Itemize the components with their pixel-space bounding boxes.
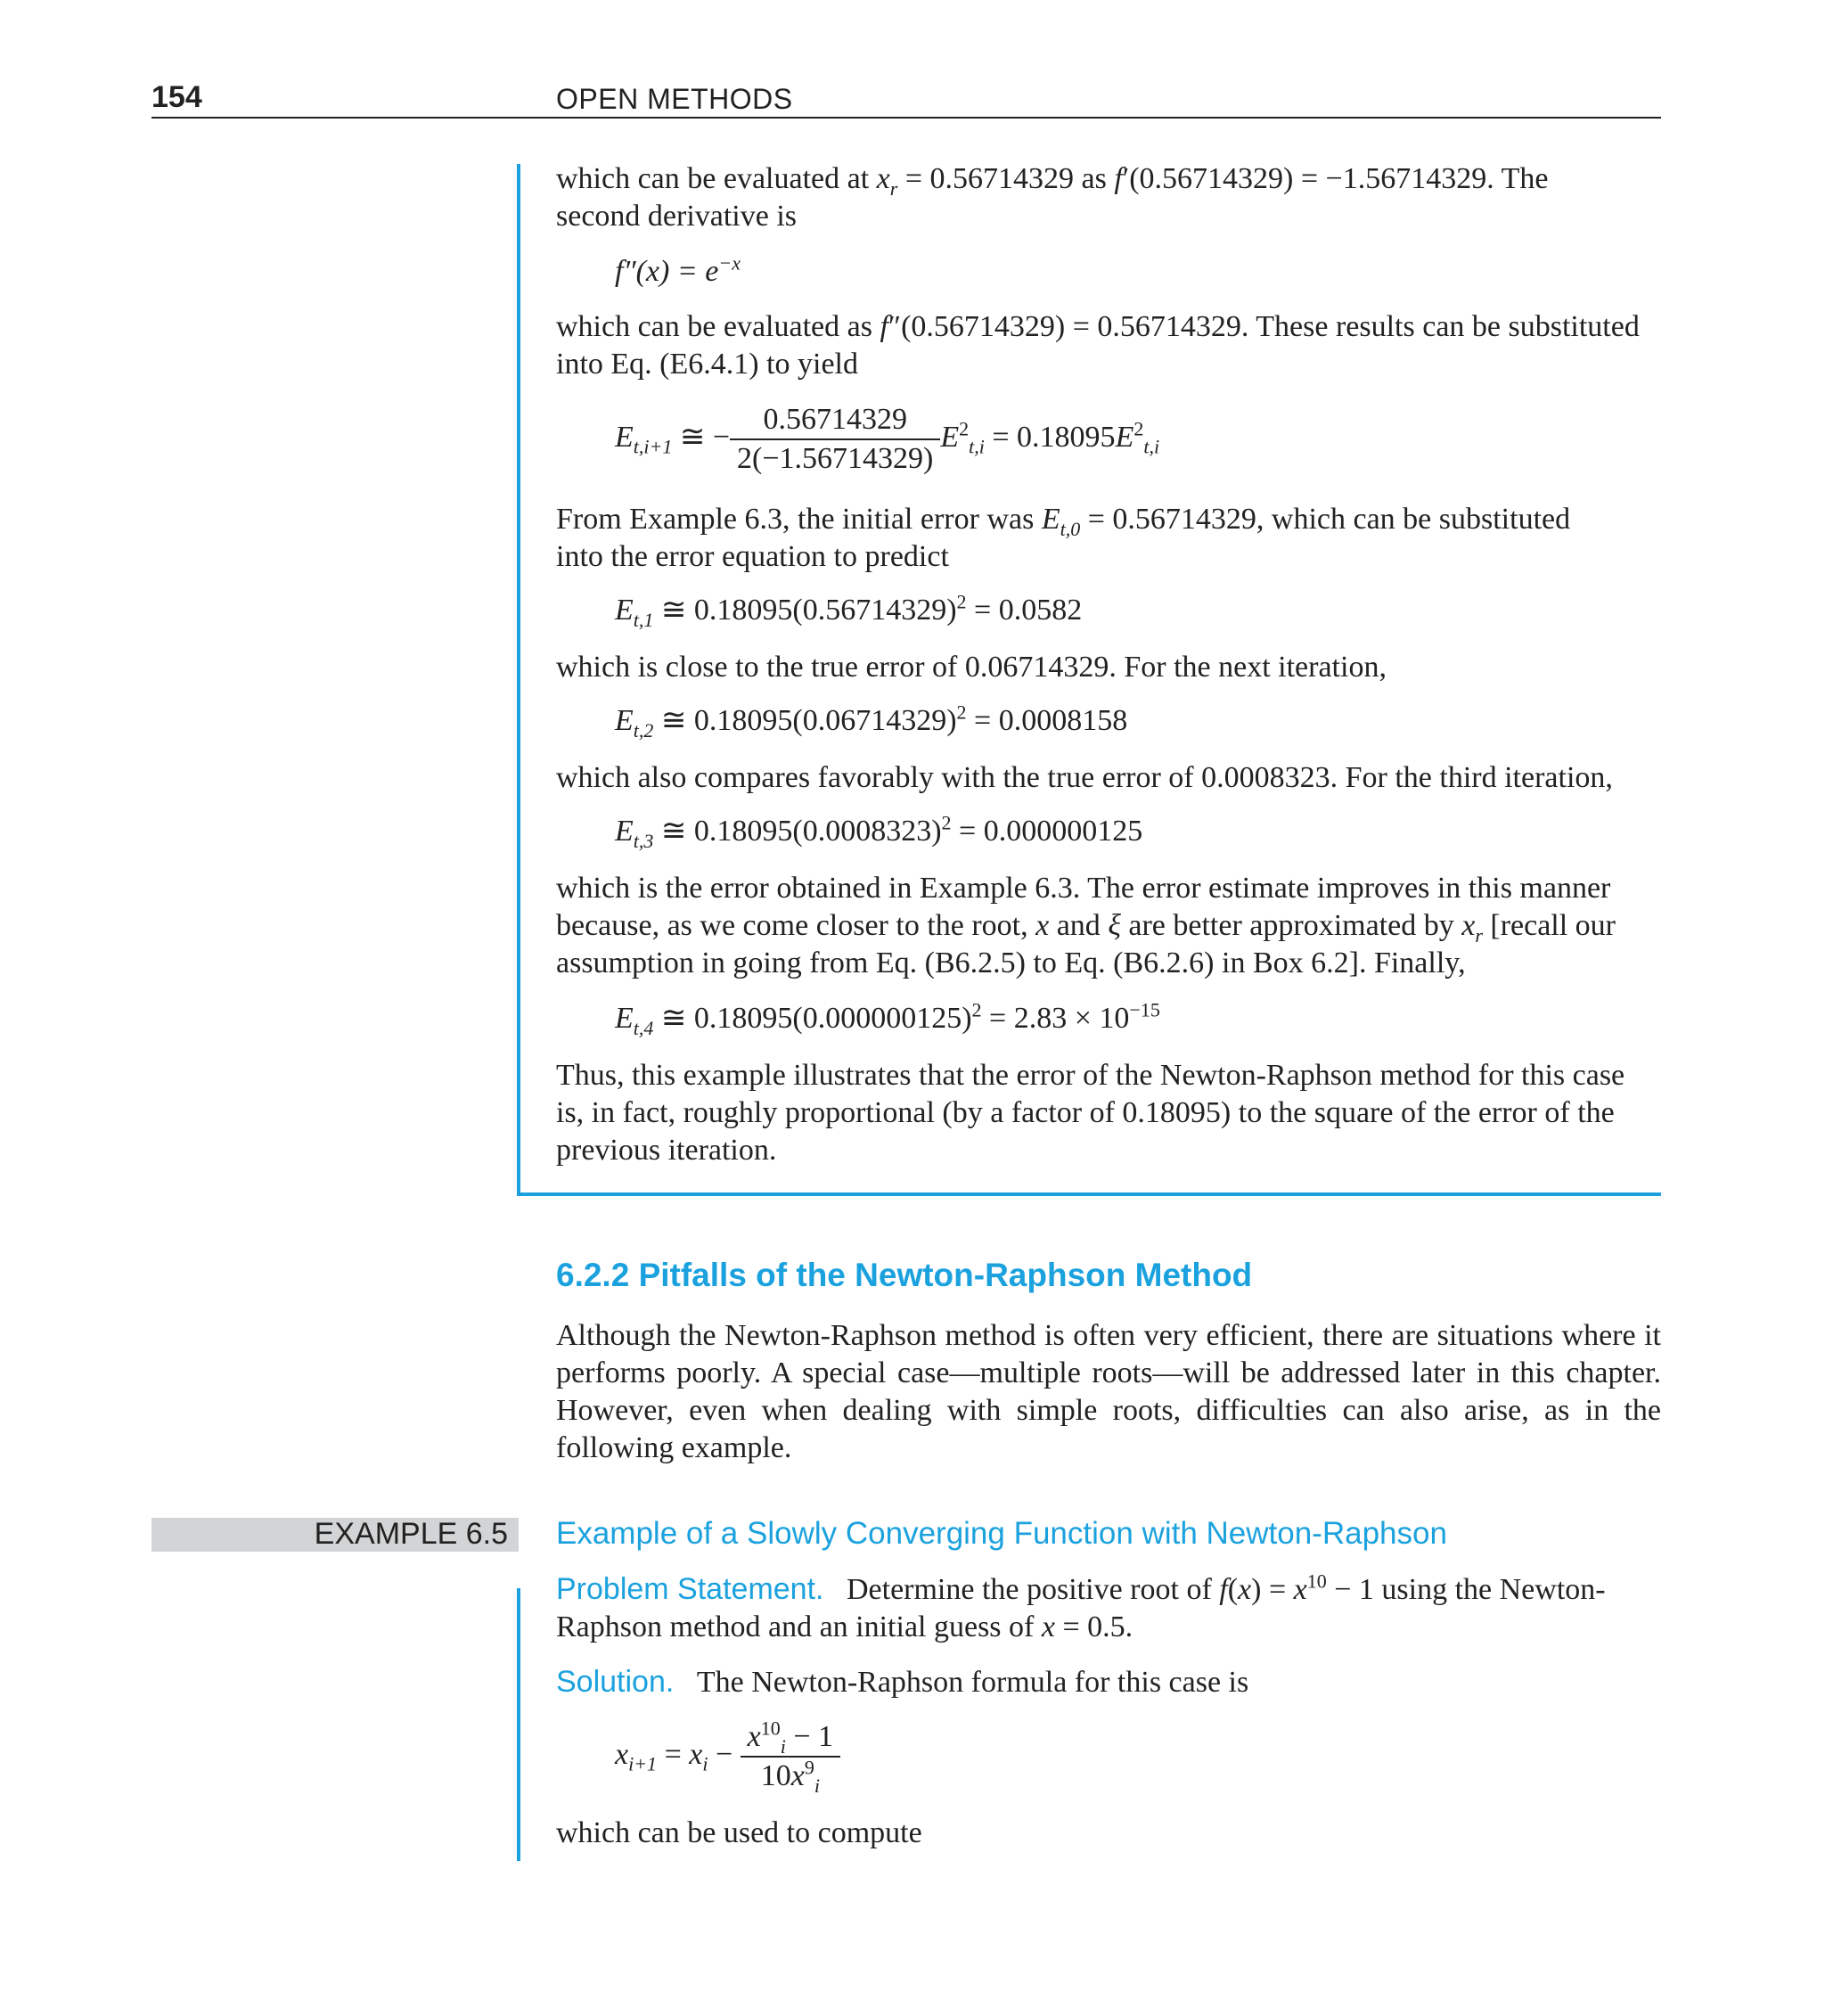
page-number: 154 (151, 80, 202, 114)
paragraph-substitution: which can be evaluated as f″(0.56714329) = 0.56714329. These results can be substituted into Eq. (E6.4.1) to yield (556, 310, 1640, 381)
section-heading: 6.2.2 Pitfalls of the Newton-Raphson Method (556, 1257, 1253, 1293)
problem-statement-label: Problem Statement. (556, 1572, 824, 1606)
example-title: Example of a Slowly Converging Function with Newton-Raphson (556, 1516, 1447, 1551)
problem-statement: Problem Statement. Determine the positive root of $f(x) = x^{10} - 1$ using the Newton- Raphson method and an initial guess of x = 0.5. (556, 1569, 1606, 1643)
equation-error-1: $E_{t,1}$ ≅ $0.18095(0.56714329)^2 = 0.0582$ (615, 590, 1083, 631)
closing-text: which can be used to compute (556, 1816, 922, 1849)
error-fraction: $\frac{0.56714329}{2(-1.56714329)}$ (730, 401, 940, 478)
paragraph-initial-error: From Example 6.3, the initial error was $E_{t,0} = 0.56714329$, which can be substituted into the error equation to predict (556, 503, 1571, 573)
equation-second-derivative: $f''(x) = e^{-x}$ (615, 251, 741, 288)
newton-raphson-fraction: $\frac{x^{10}_i - 1}{10x^9_i}$ (741, 1718, 840, 1795)
example-6-5-sidebar-line (517, 1588, 520, 1861)
equation-error-2: $E_{t,2}$ ≅ $0.18095(0.06714329)^2 = 0.0008158$ (615, 701, 1128, 742)
paragraph-next-iteration: which is close to the true error of 0.06714329. For the next iteration, (556, 651, 1387, 684)
equation-newton-raphson: $x_{i+1} = x_i$ − $\frac{x^{10}_i - 1}{10x^9_i}$ (615, 1718, 840, 1795)
equation-error-3: $E_{t,3}$ ≅ $0.18095(0.0008323)^2 = 0.000000125$ (615, 811, 1143, 852)
section-body: Although the Newton-Raphson method is often very efficient, there are situations where it performs poorly. A special case—multiple roots—will be addressed later in this chapter. However, even when dealing with simple roots, difficulties can also arise, as in the following example. (556, 1319, 1661, 1464)
equation-error-relation: $E_{t,i+1}$ ≅ − $\frac{0.56714329}{2(-1.56714329)}$ $E^2_{t,i} = 0.18095E^2_{t,i}$ (615, 401, 1159, 478)
example-sidebar-line (517, 164, 520, 1196)
example-end-rule (517, 1192, 1661, 1196)
solution-label: Solution. (556, 1665, 675, 1699)
paragraph-derivative: which can be evaluated at $x_r = 0.56714329$ as f′(0.56714329) = −1.56714329. The second derivative is (556, 162, 1549, 233)
equation-error-4: $E_{t,4}$ ≅ $0.18095(0.000000125)^2 = 2.83 \times 10^{-15}$ (615, 998, 1160, 1039)
paragraph-error-estimate: which is the error obtained in Example 6.3. The error estimate improves in this manner because, as we come closer to the root, x and ξ are better approximated by $x_r$ [recall our assumption in going from Eq. (B6.2.5) to Eq. (B6.2.6) in Box 6.2]. Finally, (556, 872, 1616, 979)
paragraph-conclusion: Thus, this example illustrates that the error of the Newton-Raphson method for this case is, in fact, roughly proportional (by a factor of 0.18095) to the square of the error of the previous iteration. (556, 1059, 1625, 1167)
running-title: OPEN METHODS (556, 83, 793, 115)
solution: Solution. The Newton-Raphson formula for this case is (556, 1665, 1249, 1699)
header-rule (151, 117, 1661, 119)
example-label: EXAMPLE 6.5 (314, 1517, 508, 1551)
paragraph-third-iteration: which also compares favorably with the true error of 0.0008323. For the third iteration, (556, 761, 1613, 794)
